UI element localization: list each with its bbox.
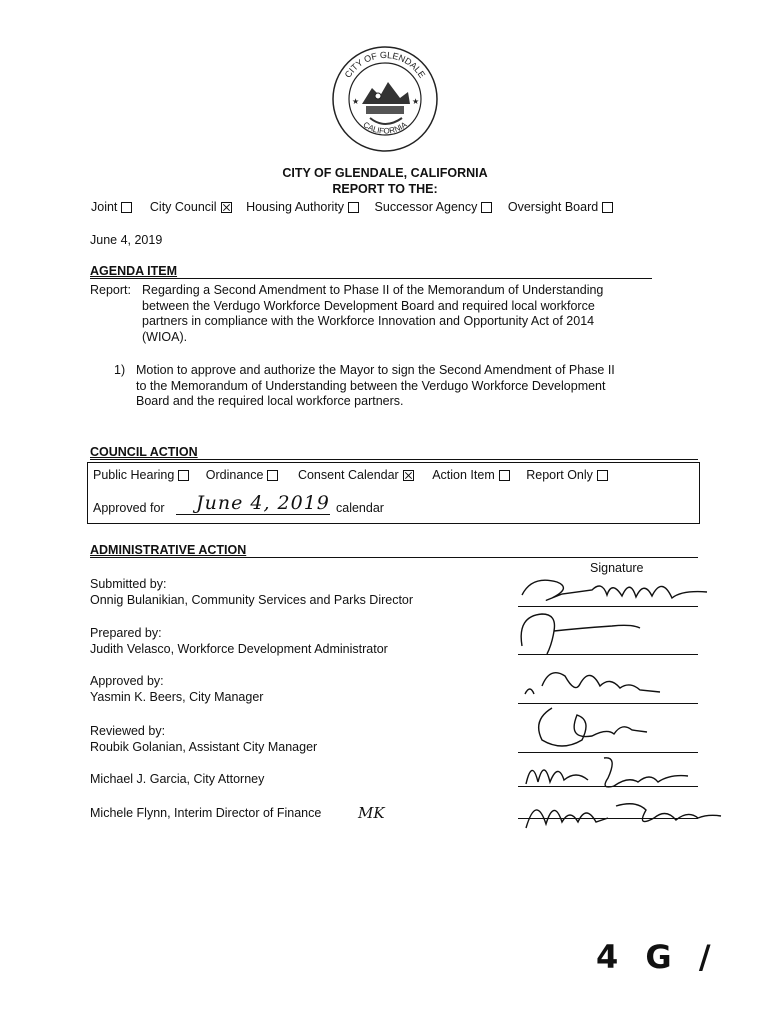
seal-bottom-text: CALIFORNIA xyxy=(361,120,409,136)
recipient-label: Joint xyxy=(91,200,118,214)
recipient-housing-authority xyxy=(246,200,359,215)
signature-prepared xyxy=(512,606,662,656)
svg-text:★: ★ xyxy=(412,97,420,106)
option-label: Ordinance xyxy=(205,468,264,482)
option-label: Report Only xyxy=(526,468,593,482)
report-only-checkbox[interactable] xyxy=(597,470,608,481)
joint-checkbox[interactable] xyxy=(121,202,132,213)
report-date: June 4, 2019 xyxy=(90,233,163,247)
successor-agency-checkbox[interactable] xyxy=(481,202,492,213)
approved-for-date-handwritten: June 4, 2019 xyxy=(196,492,330,514)
svg-text:CALIFORNIA xyxy=(361,120,409,136)
option-public-hearing xyxy=(93,468,189,483)
city-seal-logo xyxy=(330,44,440,154)
admin-action-heading: ADMINISTRATIVE ACTION xyxy=(90,543,247,557)
recipient-oversight-board xyxy=(508,200,613,215)
reviewed-by-role: Reviewed by: xyxy=(90,724,166,738)
prepared-by-name: Judith Velasco, Workforce Development Administrator xyxy=(90,642,388,656)
ordinance-checkbox[interactable] xyxy=(267,470,278,481)
report-line: (WIOA). xyxy=(142,329,188,344)
option-ordinance xyxy=(206,468,279,483)
report-line: partners in compliance with the Workforce Innovation and Opportunity Act of 2014 xyxy=(142,314,595,328)
city-council-checkbox[interactable] xyxy=(221,202,232,213)
report-description xyxy=(142,283,682,345)
recipient-label: Housing Authority xyxy=(246,200,345,214)
signature-column-label: Signature xyxy=(590,561,644,575)
report-header-line2: REPORT TO THE: xyxy=(332,182,438,196)
signature-approved xyxy=(520,656,670,706)
motion-line: Motion to approve and authorize the Mayor to sign the Second Amendment of Phase II xyxy=(136,363,615,377)
city-attorney-name: Michael J. Garcia, City Attorney xyxy=(90,772,265,786)
seal-top-text: CITY OF GLENDALE xyxy=(342,49,428,80)
agenda-item-heading: AGENDA ITEM xyxy=(90,264,178,278)
submitted-by-name: Onnig Bulanikian, Community Services and Parks Director xyxy=(90,593,414,607)
svg-text:★: ★ xyxy=(352,97,360,106)
option-label: Public Hearing xyxy=(93,468,175,482)
approved-by-role: Approved by: xyxy=(90,674,164,688)
report-line: between the Verdugo Workforce Development Board and required local workforce xyxy=(142,298,595,313)
signature-finance xyxy=(516,788,726,838)
agenda-page-stamp: 4 G / xyxy=(596,938,719,976)
report-label: Report: xyxy=(90,283,131,297)
reviewed-by-name: Roubik Golanian, Assistant City Manager xyxy=(90,740,318,754)
motion-line: Board and the required local workforce partners. xyxy=(136,394,404,408)
prepared-by-role: Prepared by: xyxy=(90,626,162,640)
calendar-label: calendar xyxy=(336,501,384,515)
motion-line: to the Memorandum of Understanding between the Verdugo Workforce Development xyxy=(136,378,606,393)
approved-for-underline xyxy=(176,514,330,515)
recipient-city-council xyxy=(150,200,232,215)
recipients-row xyxy=(91,200,613,215)
approved-by-name: Yasmin K. Beers, City Manager xyxy=(90,690,264,704)
option-label: Consent Calendar xyxy=(297,468,399,482)
oversight-board-checkbox[interactable] xyxy=(602,202,613,213)
consent-calendar-checkbox[interactable] xyxy=(403,470,414,481)
finance-initials-handwritten: MK xyxy=(358,804,385,822)
option-action-item xyxy=(432,468,510,483)
recipient-label: Oversight Board xyxy=(507,200,599,214)
report-header-line1: CITY OF GLENDALE, CALIFORNIA xyxy=(282,166,488,180)
recipient-label: Successor Agency xyxy=(374,200,478,214)
report-line: Regarding a Second Amendment to Phase II of the Memorandum of Understanding xyxy=(142,283,604,297)
svg-text:CITY OF GLENDALE xyxy=(343,50,428,80)
recipient-joint xyxy=(91,200,132,215)
recipient-label: City Council xyxy=(149,200,217,214)
submitted-by-role: Submitted by: xyxy=(90,577,167,591)
option-label: Action Item xyxy=(432,468,495,482)
council-action-divider xyxy=(90,459,698,460)
public-hearing-checkbox[interactable] xyxy=(178,470,189,481)
option-consent-calendar xyxy=(298,468,414,483)
signature-submitted xyxy=(512,570,722,610)
finance-director-name: Michele Flynn, Interim Director of Finance xyxy=(90,806,322,820)
agenda-divider xyxy=(90,278,652,279)
recipient-successor-agency xyxy=(375,200,493,215)
council-action-heading: COUNCIL ACTION xyxy=(90,445,198,459)
council-action-options xyxy=(93,468,608,483)
motion-number: 1) xyxy=(114,363,126,377)
motion-text xyxy=(136,363,682,410)
approved-for-label: Approved for xyxy=(93,501,165,515)
option-report-only xyxy=(526,468,608,483)
action-item-checkbox[interactable] xyxy=(499,470,510,481)
admin-action-divider xyxy=(90,557,698,558)
housing-authority-checkbox[interactable] xyxy=(348,202,359,213)
